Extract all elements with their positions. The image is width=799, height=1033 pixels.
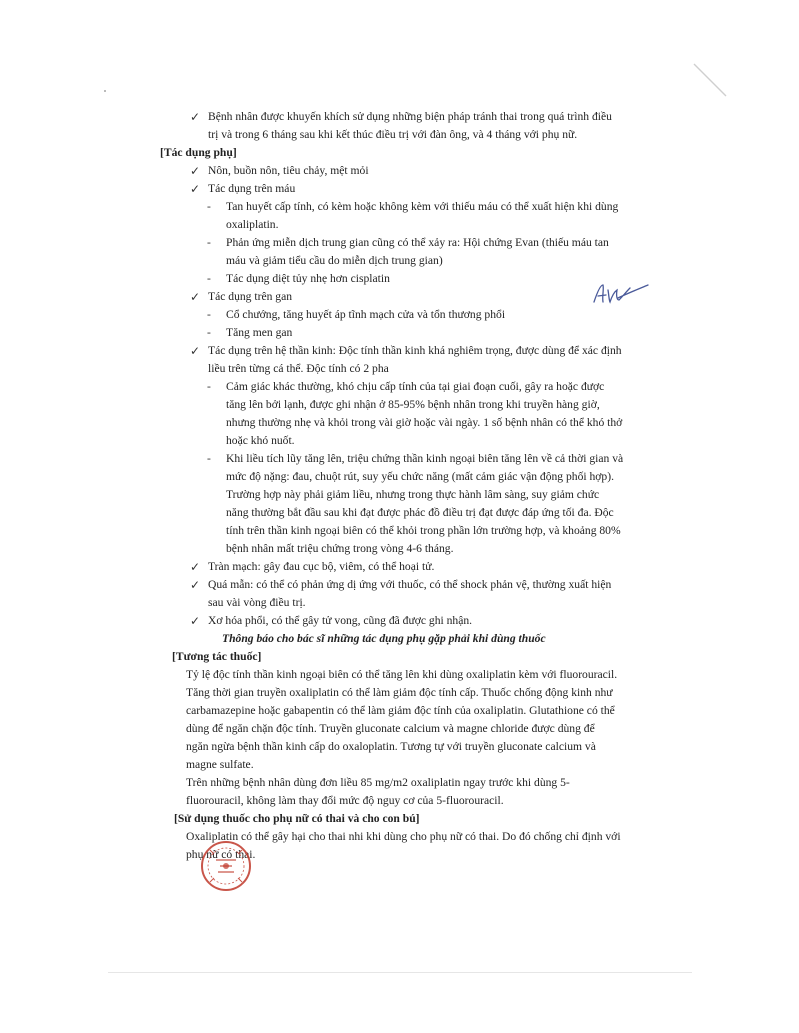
handwritten-signature [590, 282, 652, 306]
text-line: Bệnh nhân được khuyến khích sử dụng những biện pháp tránh thai trong quá trình điều [208, 110, 612, 123]
text-line: Tan huyết cấp tính, có kèm hoặc không kèm với thiếu máu có thể xuất hiện khi dùng [226, 200, 619, 213]
text-line: Quá mẫn: có thể có phản ứng dị ứng với thuốc, có thể shock phản vệ, thường xuất hiện [208, 578, 612, 591]
text-line: Tỷ lệ độc tính thần kinh ngoại biên có thể tăng lên khi dùng oxaliplatin kèm với fluorouracil. [186, 668, 618, 681]
section-heading-side-effects: [Tác dụng phụ] [160, 146, 237, 159]
text-line: Trên những bệnh nhân dùng đơn liều 85 mg/m2 oxaliplatin ngay trước khi dùng 5- [186, 776, 570, 789]
page-bottom-rule [108, 972, 692, 973]
text-line: Tác dụng trên hệ thần kinh: Độc tính thần kinh khá nghiêm trọng, được dùng để xác định [208, 344, 622, 357]
text-line: Tác dụng trên gan [208, 290, 293, 303]
text-line: Tác dụng trên máu [208, 182, 296, 195]
check-icon: ✓ [190, 578, 201, 592]
dash-bullet: - [207, 308, 211, 321]
text-line: nhưng thường nhẹ và khỏi trong vài giờ hoặc vài ngày. 1 số bệnh nhân có thể khó thở [226, 416, 623, 429]
text-line: Cổ chướng, tăng huyết áp tĩnh mạch cửa và tổn thương phổi [226, 308, 506, 321]
check-icon: ✓ [190, 560, 201, 574]
text-line: carbamazepine hoặc gabapentin có thể làm giảm độc tính của oxaliplatin. Glutathione có thể [186, 704, 615, 717]
text-line: oxaliplatin. [226, 218, 279, 231]
dash-bullet: - [207, 326, 211, 339]
text-line: trị và trong 6 tháng sau khi kết thúc điều trị với đàn ông, và 4 tháng với phụ nữ. [208, 128, 578, 141]
text-line: dùng để ngăn chặn độc tính. Truyền gluconate calcium và magne chloride được dùng để [186, 722, 595, 735]
text-line: Tăng thời gian truyền oxaliplatin có thể làm giảm độc tính cấp. Thuốc chống động kinh như [186, 686, 613, 699]
text-line: năng thường bắt đầu sau khi đạt được phác đồ điều trị đạt được đáp ứng tối đa. Độc [226, 506, 614, 519]
dash-bullet: - [207, 452, 211, 465]
notice-line: Thông báo cho bác sĩ những tác dụng phụ gặp phải khi dùng thuốc [222, 632, 546, 645]
text-line: phụ nữ có thai. [186, 848, 256, 861]
text-line: tính trên thần kinh ngoại biên có thể khỏi trong phần lớn trường hợp, và khoảng 80% [226, 524, 621, 537]
check-icon: ✓ [190, 164, 201, 178]
text-line: fluorouracil, không làm thay đổi mức độ nguy cơ của 5-fluorouracil. [186, 794, 504, 807]
text-line: Oxaliplatin có thể gây hại cho thai nhi khi dùng cho phụ nữ có thai. Do đó chống chỉ định với [186, 830, 621, 843]
check-icon: ✓ [190, 614, 201, 628]
check-icon: ✓ [190, 182, 201, 196]
text-line: mức độ nặng: đau, chuột rút, suy yếu chức năng (mất cảm giác vận động phối hợp). [226, 470, 614, 483]
text-line: Tràn mạch: gây đau cục bộ, viêm, có thể hoại tử. [208, 560, 435, 573]
dash-bullet: - [207, 272, 211, 285]
text-line: tăng lên bởi lạnh, được ghi nhận ở 85-95% bệnh nhân trong khi truyền hàng giờ, [226, 398, 600, 411]
text-line: Tăng men gan [226, 326, 293, 339]
text-line: Trường hợp này phải giảm liều, nhưng trong thực hành lâm sàng, suy giảm chức [226, 488, 600, 501]
check-icon: ✓ [190, 110, 201, 124]
text-line: bệnh nhân mất triệu chứng trong vòng 4-6 tháng. [226, 542, 454, 555]
text-line: Phản ứng miễn dịch trung gian cũng có thể xảy ra: Hội chứng Evan (thiếu máu tan [226, 236, 609, 249]
check-icon: ✓ [190, 290, 201, 304]
dash-bullet: - [207, 200, 211, 213]
dash-bullet: - [207, 380, 211, 393]
red-seal-stamp [196, 838, 268, 894]
text-line: Xơ hóa phổi, có thể gây tử vong, cũng đã được ghi nhận. [208, 614, 473, 627]
text-line: Khi liều tích lũy tăng lên, triệu chứng thần kinh ngoại biên tăng lên về cả thời gian và [226, 452, 624, 465]
dash-bullet: - [207, 236, 211, 249]
text-line: Cảm giác khác thường, khó chịu cấp tính của tại giai đoạn cuối, gây ra hoặc được [226, 380, 605, 393]
text-line: Nôn, buồn nôn, tiêu chảy, mệt mỏi [208, 164, 369, 177]
text-line: ngăn ngừa bệnh thần kinh cấp do oxaloplatin. Tương tự với truyền gluconate calcium và [186, 740, 596, 753]
check-icon: ✓ [190, 344, 201, 358]
text-line: magne sulfate. [186, 758, 254, 771]
section-heading-pregnancy: [Sử dụng thuốc cho phụ nữ có thai và cho con bú] [174, 812, 420, 825]
text-line: liều trên từng cá thể. Độc tính có 2 pha [208, 362, 389, 375]
text-line: hoặc khó nuốt. [226, 434, 295, 447]
text-line: sau vài vòng điều trị. [208, 596, 306, 609]
section-heading-interactions: [Tương tác thuốc] [172, 650, 262, 663]
text-line: Tác dụng diệt tủy nhẹ hơn cisplatin [226, 272, 390, 285]
text-line: máu và giảm tiểu cầu do miễn dịch trung gian) [226, 254, 443, 267]
